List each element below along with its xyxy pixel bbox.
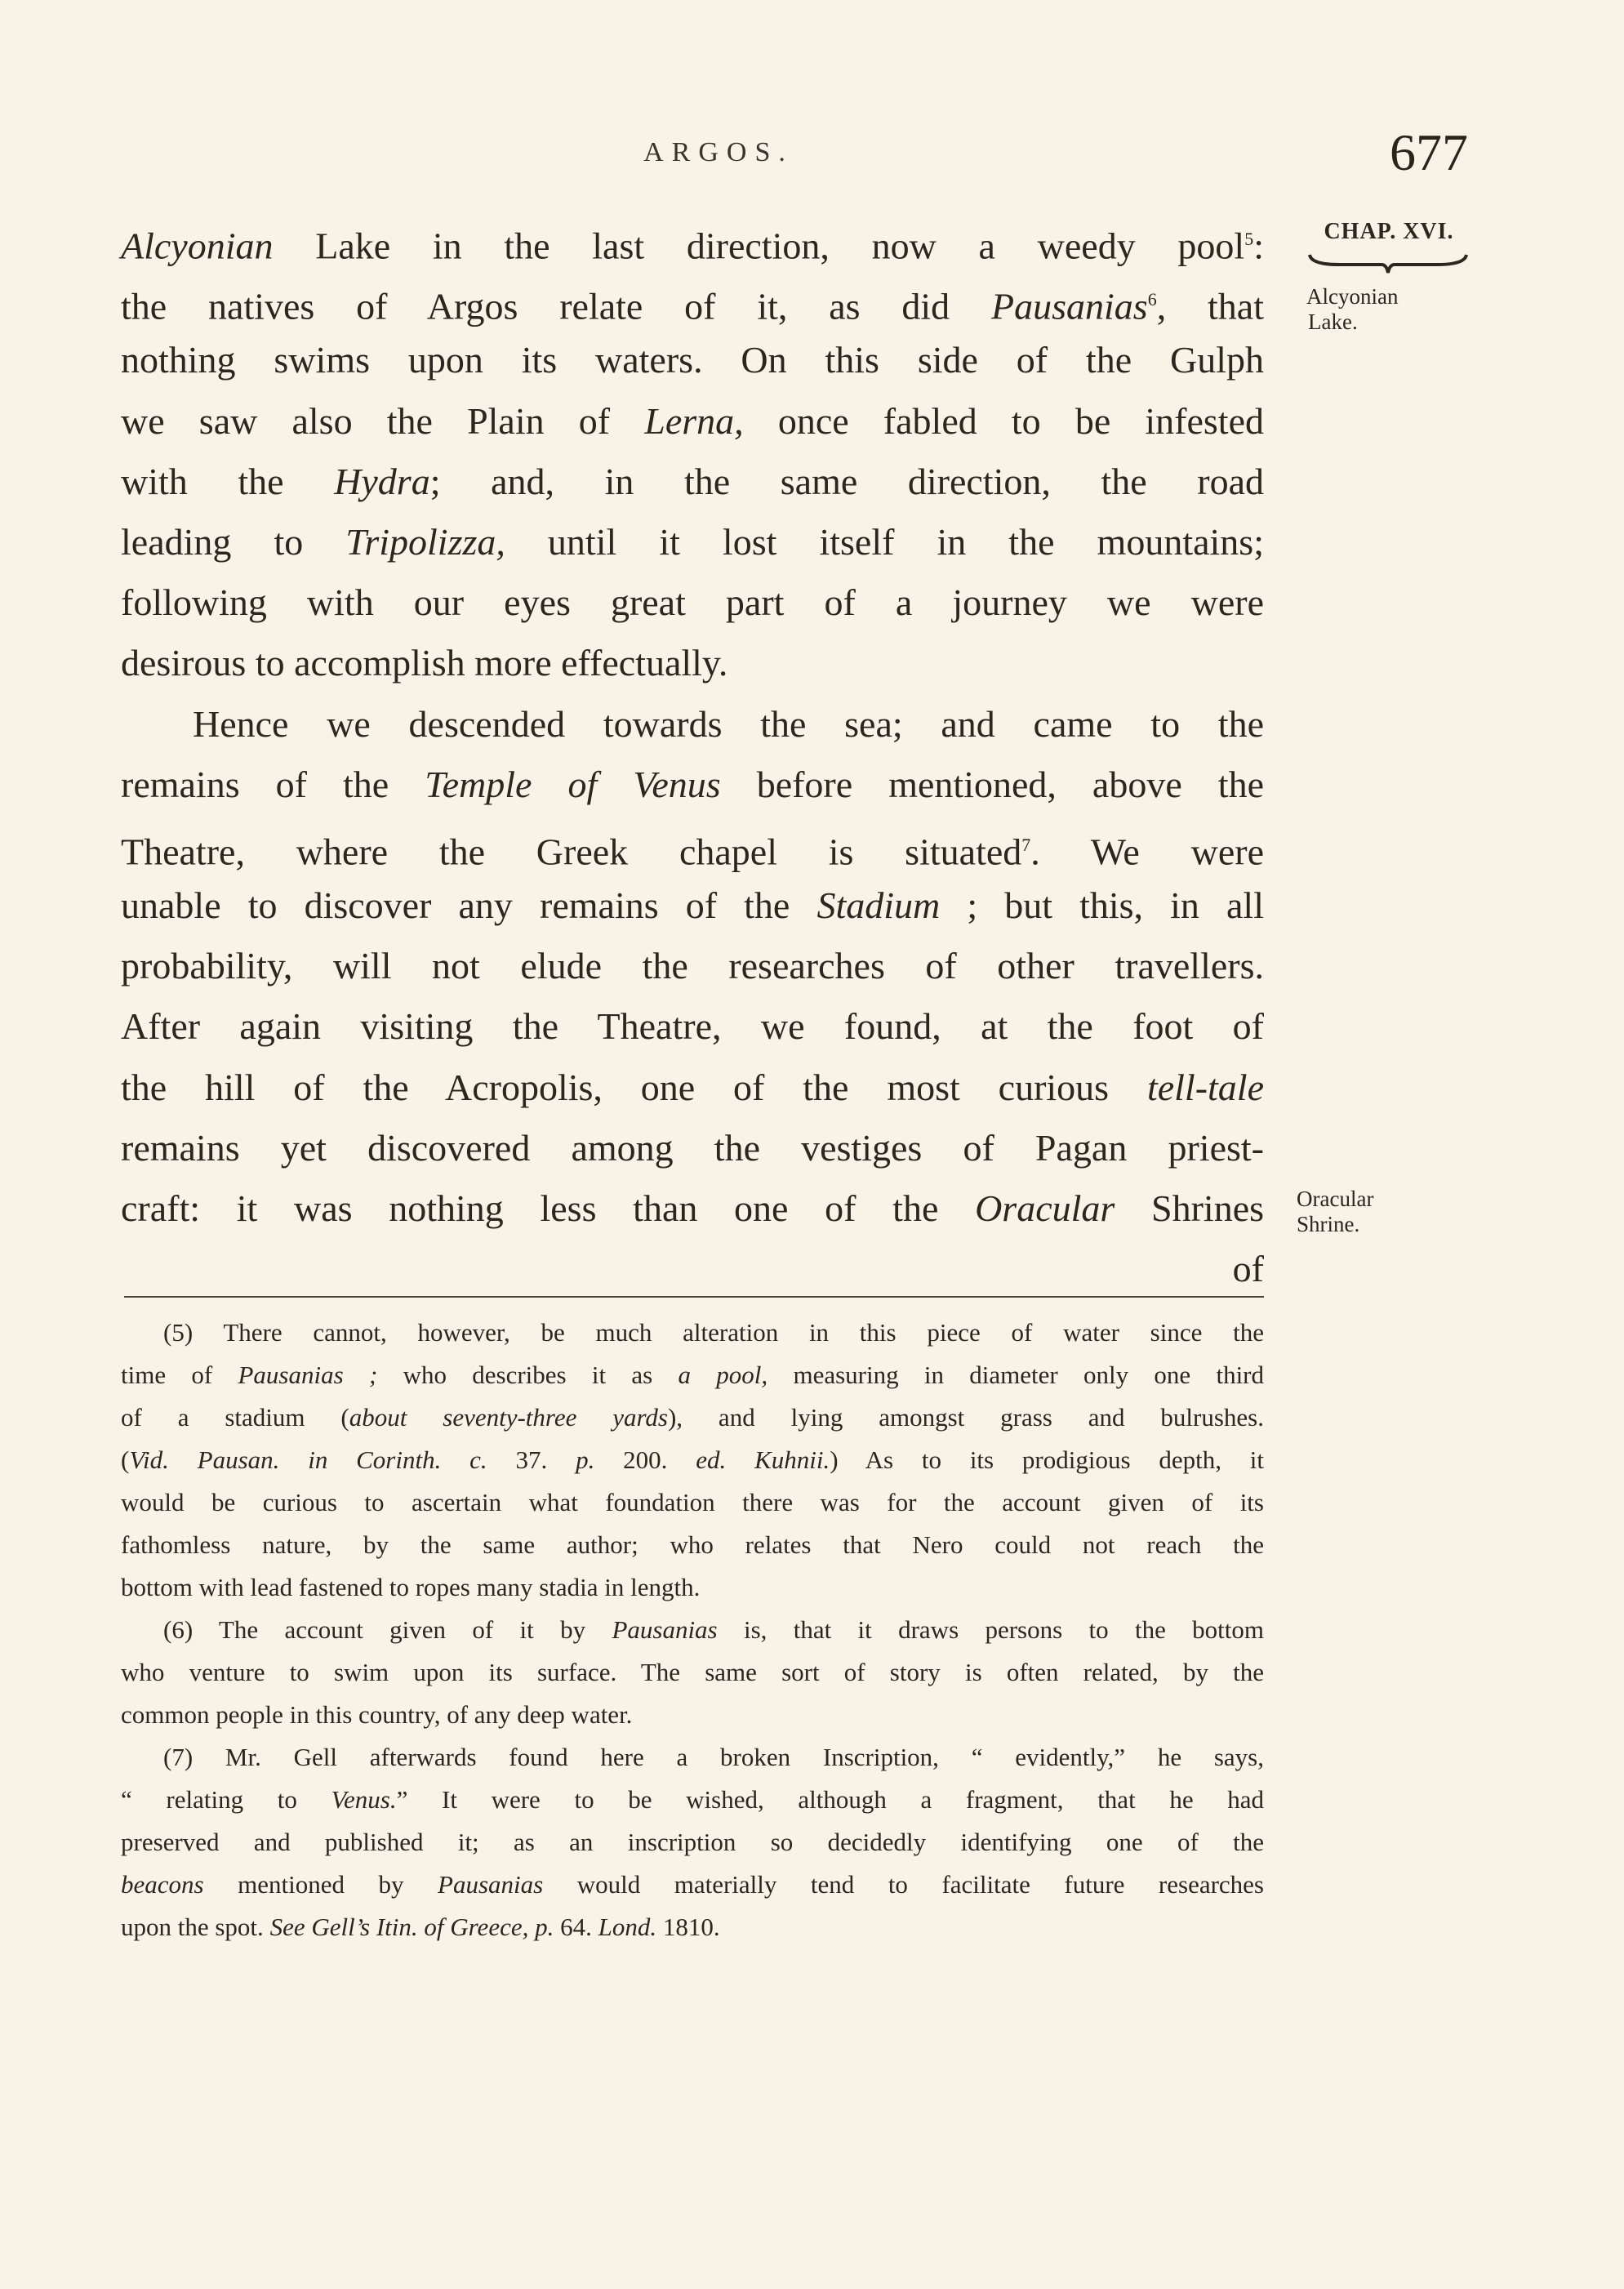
- footnote-line: who venture to swim upon its surface. The same sort of story is often related, by the: [121, 1658, 1264, 1686]
- footnote-line: “ relating to Venus.” It were to be wished, although a fragment, that he had: [121, 1785, 1264, 1814]
- footnote-line: time of Pausanias ; who describes it as a pool, measuring in diameter only one third: [121, 1360, 1265, 1389]
- text-line: nothing swims upon its waters. On this side of the Gulph: [121, 339, 1264, 381]
- sidenote-line: Oracular: [1297, 1187, 1374, 1211]
- text-line: the natives of Argos relate of it, as did Pausanias$^6$, that: [121, 285, 1264, 327]
- footnote-line: fathomless nature, by the same author; who relates that Nero could not reach the: [121, 1530, 1264, 1559]
- sidenote-oracular-shrine: [1297, 1187, 1373, 1237]
- text-line: desirous to accomplish more effectually.: [121, 642, 728, 684]
- text-line: unable to discover any remains of the Stadium ; but this, in all: [121, 884, 1264, 927]
- text-line: After again visiting the Theatre, we found, at the foot of: [121, 1005, 1264, 1048]
- page-number: 677: [1390, 123, 1468, 181]
- sidenote-line: Lake.: [1308, 310, 1358, 334]
- text-line: Alcyonian Lake in the last direction, now a weedy pool$^5$:: [121, 225, 1264, 267]
- text-line: Hence we descended towards the sea; and came to the: [193, 702, 1264, 745]
- chapter-marker: CHAP. XVI.: [1324, 219, 1454, 244]
- text-line: probability, will not elude the researches of other travellers.: [121, 945, 1264, 987]
- footnote-line: beacons mentioned by Pausanias would materially tend to facilitate future researches: [121, 1870, 1264, 1899]
- footnote-rule: [124, 1296, 1264, 1298]
- catchword: of: [1232, 1248, 1264, 1290]
- sidenote-alcyonian-lake: [1306, 284, 1398, 335]
- sidenote-line: Shrine.: [1297, 1212, 1360, 1236]
- running-title: ARGOS.: [643, 137, 794, 167]
- sidenote-line: Alcyonian: [1306, 284, 1399, 309]
- footnote-line: (5) There cannot, however, be much alteration in this piece of water since the: [163, 1318, 1264, 1347]
- text-line: we saw also the Plain of Lerna, once fabled to be infested: [121, 399, 1265, 442]
- text-line: remains of the Temple of Venus before mentioned, above the: [121, 763, 1264, 805]
- footnote-line: would be curious to ascertain what foundation there was for the account given of its: [121, 1488, 1264, 1516]
- text-line: the hill of the Acropolis, one of the most curious tell-tale: [121, 1066, 1264, 1108]
- footnote-line: common people in this country, of any deep water.: [121, 1700, 633, 1729]
- brace-ornament: [1306, 252, 1470, 276]
- text-line: Theatre, where the Greek chapel is situated$^7$. We were: [121, 831, 1264, 873]
- footnote-line: (7) Mr. Gell afterwards found here a broken Inscription, “ evidently,” he says,: [163, 1743, 1264, 1771]
- footnotes: [121, 1311, 1264, 1948]
- text-line: remains yet discovered among the vestiges of Pagan priest-: [121, 1126, 1264, 1169]
- footnote-line: bottom with lead fastened to ropes many stadia in length.: [121, 1573, 701, 1601]
- footnote-line: of a stadium (about seventy-three yards), and lying amongst grass and bulrushes.: [121, 1403, 1264, 1432]
- text-line: craft: it was nothing less than one of the Oracular Shrines: [121, 1187, 1265, 1229]
- footnote-line: upon the spot. See Gell’s Itin. of Greece, p. 64. Lond. 1810.: [121, 1913, 720, 1941]
- text-line: leading to Tripolizza, until it lost itself in the mountains;: [121, 520, 1264, 563]
- text-line: following with our eyes great part of a journey we were: [121, 581, 1264, 624]
- footnote-line: (Vid. Pausan. in Corinth. c. 37. p. 200. ed. Kuhnii.) As to its prodigious depth, it: [121, 1445, 1265, 1474]
- text-line: with the Hydra; and, in the same direction, the road: [121, 460, 1264, 502]
- footnote-line: preserved and published it; as an inscription so decidedly identifying one of the: [121, 1828, 1264, 1856]
- footnote-line: (6) The account given of it by Pausanias is, that it draws persons to the bottom: [163, 1615, 1264, 1644]
- main-text: [121, 209, 1264, 1299]
